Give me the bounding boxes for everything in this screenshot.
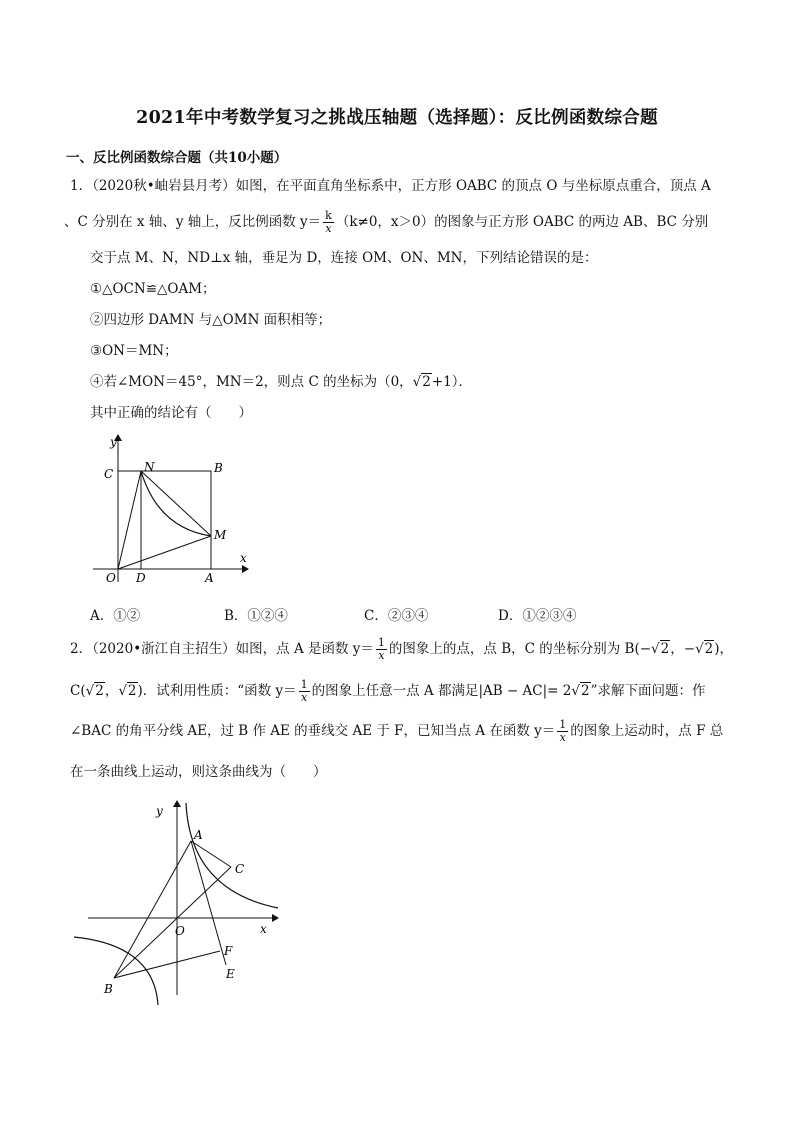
- q2-l1-c: ，−: [670, 641, 696, 657]
- q2-sqrt-2: 2: [704, 641, 714, 657]
- label-m: M: [214, 528, 227, 542]
- q2-fraction-3: [557, 719, 568, 744]
- q2-sqrt-3: 2: [95, 683, 104, 699]
- q1-statement-4: ④若∠MON＝45°，MN＝2，则点 C 的坐标为（0，√2+1）．: [90, 374, 473, 390]
- segment-om: [118, 536, 211, 569]
- label-f: F: [224, 944, 233, 958]
- q2-l2-b: ，: [104, 683, 119, 699]
- q1-s4-end: +1）．: [431, 374, 473, 390]
- q2-frac1-den: x: [378, 649, 385, 662]
- q2-line2: C(√2，√2)．试利用性质：“函数 y＝ $\frac{1}{x}$ 的图象上任意一点 A 都满足|AB − AC|= 2√2”求解下面问题：作: [70, 678, 706, 704]
- q1-frac-den: x: [325, 222, 332, 235]
- q1-s4-sqrt: 2: [422, 374, 431, 390]
- q1-s4-start: ④若∠MON＝45°，MN＝2，则点 C 的坐标为（0，: [90, 374, 413, 390]
- q1-line2-end: （k≠0，x＞0）的图象与正方形 OABC 的两边 AB、BC 分别: [335, 214, 709, 230]
- q2-line1: 2．（2020•浙江自主招生）如图，点 A 是函数 y＝ $\frac{1}{x}$ 的图象上的点，点 B，C 的坐标分别为 B(−√2，−√2)，: [70, 636, 734, 662]
- q1-statement-2: ②四边形 DAMN 与△OMN 面积相等；: [90, 312, 332, 328]
- label-a: A: [194, 828, 203, 842]
- label-b: B: [214, 461, 223, 475]
- q2-l1-start: 2．（2020•浙江自主招生）如图，点 A 是函数 y＝: [70, 641, 374, 657]
- q2-figure: [66, 795, 296, 1005]
- q1-line2: [64, 210, 708, 235]
- label-c: C: [104, 467, 114, 481]
- label-o: O: [106, 571, 116, 585]
- label-a: A: [205, 571, 214, 585]
- label-n: N: [144, 460, 155, 474]
- label-y: y: [156, 804, 163, 818]
- q1-statement-1: ①△OCN≌△OAM；: [90, 281, 216, 297]
- q2-frac3-den: x: [559, 731, 566, 744]
- label-o: O: [175, 924, 185, 938]
- q1-statement-3: ③ON＝MN；: [90, 343, 178, 359]
- q2-l2-start: C(: [70, 683, 86, 699]
- segment-bc: [114, 867, 231, 978]
- segment-bf: [114, 951, 220, 978]
- q1-frac-num: k: [325, 209, 332, 222]
- q2-l2-c: )．试利用性质：“函数 y＝: [137, 683, 297, 699]
- q2-sqrt-5: 2: [580, 683, 590, 699]
- label-d: D: [136, 571, 146, 585]
- q1-question: 其中正确的结论有（ ）: [90, 405, 252, 421]
- q2-sqrt-4: 2: [127, 683, 137, 699]
- q2-frac1-num: 1: [377, 636, 385, 649]
- segment-ab: [114, 841, 191, 978]
- segment-mn: [141, 471, 211, 536]
- q1-line1: 1．（2020秋•岫岩县月考）如图，在平面直角坐标系中，正方形 OABC 的顶点 O 与坐标原点重合，顶点 A: [70, 178, 711, 194]
- label-b: B: [104, 982, 113, 996]
- label-x: x: [260, 922, 267, 936]
- q1-option-d[interactable]: D．①②③④: [498, 608, 577, 624]
- q2-l3-end: 的图象上运动时，点 F 总: [570, 723, 724, 739]
- q1-line2-start: 、C 分别在 x 轴、y 轴上，反比例函数 y＝: [64, 214, 322, 230]
- label-c: C: [235, 862, 245, 876]
- q1-option-b[interactable]: B．①②④: [224, 608, 288, 624]
- q2-fraction-1: [376, 637, 387, 662]
- q2-l2-d: 的图象上任意一点 A 都满足|AB − AC|= 2: [311, 683, 572, 699]
- label-y: y: [110, 435, 117, 449]
- label-x: x: [240, 551, 247, 565]
- q2-frac2-den: x: [301, 691, 308, 704]
- q2-l1-mid: 的图象上的点，点 B，C 的坐标分别为 B(−: [388, 641, 652, 657]
- segment-on: [118, 471, 141, 569]
- q1-option-a[interactable]: A．①②: [90, 608, 141, 624]
- hyperbola-branch-3: [74, 937, 158, 1005]
- q2-line4: 在一条曲线上运动，则这条曲线为（ ）: [70, 764, 327, 780]
- q1-line3: 交于点 M、N，ND⊥x 轴，垂足为 D，连接 OM、ON、MN，下列结论错误的是：: [90, 250, 598, 266]
- label-e: E: [226, 967, 235, 981]
- q2-sqrt-1: 2: [660, 641, 670, 657]
- page-title: 2021年中考数学复习之挑战压轴题（选择题）：反比例函数综合题: [136, 108, 658, 128]
- q2-l1-end: )，: [714, 641, 734, 657]
- q2-fraction-2: [299, 679, 310, 704]
- q1-option-c[interactable]: C．②③④: [364, 608, 429, 624]
- q2-l2-e: ”求解下面问题：作: [590, 683, 706, 699]
- q1-figure: [88, 430, 258, 590]
- q1-fraction: [323, 210, 334, 235]
- q2-frac2-num: 1: [300, 678, 308, 691]
- segment-ae: [191, 841, 226, 965]
- q2-line3: [70, 719, 723, 744]
- q2-l3-start: ∠BAC 的角平分线 AE，过 B 作 AE 的垂线交 AE 于 F，已知当点 A 在函数 y＝: [70, 723, 556, 739]
- hyperbola-branch-1: [186, 803, 278, 908]
- square-oabc: [118, 471, 211, 569]
- section-heading: 一、反比例函数综合题（共10小题）: [66, 150, 288, 166]
- q2-frac3-num: 1: [559, 718, 567, 731]
